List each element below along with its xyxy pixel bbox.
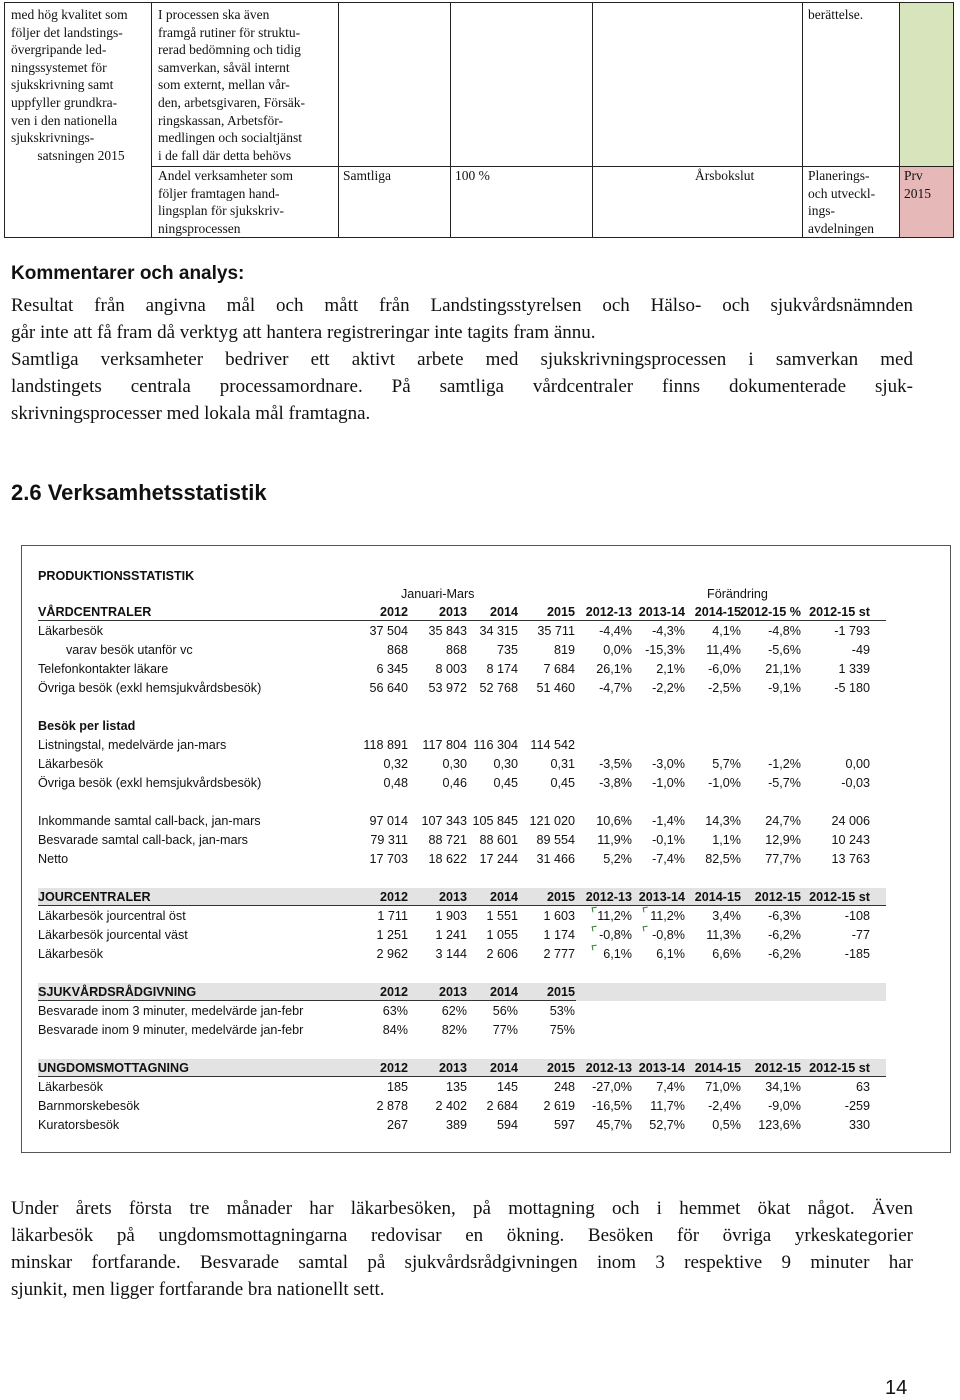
jc-header-value: 2014	[489, 890, 518, 904]
callback-row-value: 12,9%	[765, 833, 801, 847]
responsible-cell: Planerings- och utveckl- ings- avdelningen	[808, 168, 876, 236]
listed-row-value: 0,30	[493, 757, 518, 771]
um-row-value: 145	[496, 1080, 518, 1094]
sr-row-value: 63%	[382, 1004, 408, 1018]
callback-row-value: 10 243	[831, 833, 870, 847]
listed-row-value: -3,8%	[599, 776, 632, 790]
vc-row-value: 8 003	[435, 662, 467, 676]
cell-comment-marker	[643, 907, 649, 913]
comments-heading: Kommentarer och analys:	[11, 263, 245, 284]
callback-row-value: 82,5%	[705, 852, 741, 866]
jc-row-label: Läkarbesök jourcentral öst	[38, 909, 186, 923]
vc-row-value: 56 640	[369, 681, 408, 695]
sr-row-value: 56%	[492, 1004, 518, 1018]
jc-row-value: -6,3%	[768, 909, 801, 923]
jc-row-value: -0,8%	[599, 928, 632, 942]
um-row-value: 389	[445, 1118, 467, 1132]
status-color-green	[900, 3, 953, 166]
um-header-value: 2012-15	[754, 1061, 801, 1075]
header-underline	[38, 1076, 886, 1077]
listed-row-value: -3,0%	[652, 757, 685, 771]
vc-header-value: 2012-13	[585, 605, 632, 619]
listed-row-label: Läkarbesök	[38, 757, 104, 771]
listed-row-value: -3,5%	[599, 757, 632, 771]
um-header-value: 2014	[489, 1061, 518, 1075]
jc-row-value: -185	[844, 947, 870, 961]
vc-row-value: -4,3%	[652, 624, 685, 638]
vc-row-value: -49	[851, 643, 870, 657]
summary-paragraph: Under årets första tre månader har läkarbesöken, på mottagning och i hemmet ökat något. Även läkarbesök på ungdomsmottagningarna redovisar en ökning. Besöken för övriga yrkeskategorier minskar fortfarande. Besvarade samtal på sjukvårdsrådgivningen inom 3 respektive 9 minuter har sjunkit, men ligger fortfarande bra nationellt sett.	[11, 1198, 913, 1300]
jc-row-value: 1 251	[376, 928, 408, 942]
callback-row-value: -0,1%	[652, 833, 685, 847]
jc-row-value: -6,2%	[768, 928, 801, 942]
jc-row-value: 11,3%	[706, 928, 741, 942]
vc-row-value: 6 345	[376, 662, 408, 676]
production-statistics-table	[21, 545, 951, 1153]
jc-header-value: 2012	[379, 890, 408, 904]
um-row-value: 71,0%	[705, 1080, 741, 1094]
um-row-value: 45,7%	[596, 1118, 632, 1132]
vc-row-value: -5 180	[834, 681, 870, 695]
listed-row-value: -1,2%	[768, 757, 801, 771]
callback-row-label: Inkommande samtal call-back, jan-mars	[38, 814, 261, 828]
jc-row-value: 2 606	[486, 947, 518, 961]
vc-header-value: 2012-15 st	[809, 605, 870, 619]
vc-row-value: 8 174	[486, 662, 518, 676]
callback-row-value: 97 014	[369, 814, 408, 828]
jc-row-value: 3,4%	[712, 909, 741, 923]
um-row-value: 594	[496, 1118, 518, 1132]
callback-row-value: 88 721	[428, 833, 467, 847]
um-row-value: 2 684	[486, 1099, 518, 1113]
vc-header-value: 2013	[438, 605, 467, 619]
sr-header-value: 2014	[489, 985, 518, 999]
um-row-label: Kuratorsbesök	[38, 1118, 120, 1132]
jc-row-value: 2 962	[376, 947, 408, 961]
header-underline	[38, 620, 886, 621]
um-row-value: 185	[386, 1080, 408, 1094]
vc-row-value: 35 711	[537, 624, 575, 638]
vc-header-value: 2012	[379, 605, 408, 619]
listed-row-label: Övriga besök (exkl hemsjukvårdsbesök)	[38, 776, 262, 790]
jc-header-value: 2012-15	[754, 890, 801, 904]
um-header-value: 2013	[438, 1061, 467, 1075]
um-header-value: 2012-15 st	[809, 1061, 870, 1075]
callback-row-label: Netto	[38, 852, 69, 866]
stats-title: PRODUKTIONSSTATISTIK	[38, 569, 195, 583]
um-header-value: 2012	[379, 1061, 408, 1075]
callback-row-value: 79 311	[370, 833, 408, 847]
vc-row-value: 11,4%	[706, 643, 741, 657]
section-heading: 2.6 Verksamhetsstatistik	[11, 480, 267, 505]
vc-row-value: -4,7%	[599, 681, 632, 695]
sr-header-value: 2013	[438, 985, 467, 999]
sr-row-value: 77%	[492, 1023, 518, 1037]
um-row-value: 52,7%	[649, 1118, 685, 1132]
vc-row-value: -9,1%	[768, 681, 801, 695]
jc-row-value: 1 241	[435, 928, 467, 942]
um-row-value: 123,6%	[758, 1118, 801, 1132]
listed-row-value: 0,00	[845, 757, 870, 771]
callback-row-value: 31 466	[536, 852, 575, 866]
callback-row-value: -7,4%	[652, 852, 685, 866]
vc-row-value: 35 843	[428, 624, 467, 638]
um-row-value: 2 619	[543, 1099, 575, 1113]
jc-row-value: 6,1%	[603, 947, 632, 961]
jc-row-value: 6,1%	[656, 947, 685, 961]
jc-header-value: 2012-13	[585, 890, 632, 904]
vc-row-value: 26,1%	[596, 662, 632, 676]
target-cell: 100 %	[455, 168, 490, 183]
goal-description: med hög kvalitet som följer det landstings- övergripande led- ningssystemet för sjukskrivning samt uppfyller grundkra- ven i den nationella sjukskrivnings- satsningen 2015	[11, 7, 128, 163]
vc-row-value: -2,5%	[708, 681, 741, 695]
um-row-value: 0,5%	[712, 1118, 741, 1132]
um-row-value: 248	[553, 1080, 575, 1094]
jc-row-value: -108	[844, 909, 870, 923]
vc-row-value: 1 339	[838, 662, 870, 676]
um-row-value: -2,4%	[708, 1099, 741, 1113]
callback-row-value: 89 554	[536, 833, 575, 847]
jc-row-value: 1 711	[377, 909, 408, 923]
group-header-change: Förändring	[707, 587, 768, 601]
um-header-value: 2012-13	[585, 1061, 632, 1075]
callback-row-value: 121 020	[529, 814, 575, 828]
vc-row-value: 868	[445, 643, 467, 657]
cell-comment-marker	[592, 945, 598, 951]
callback-row-value: 1,1%	[712, 833, 741, 847]
listed-row-value: -0,03	[841, 776, 870, 790]
listed-row-value: 0,31	[550, 757, 575, 771]
page-number: 14	[885, 1377, 908, 1399]
callback-row-label: Besvarade samtal call-back, jan-mars	[38, 833, 248, 847]
jc-row-value: 3 144	[435, 947, 467, 961]
listed-row-value: 0,45	[493, 776, 518, 790]
jc-row-value: 11,2%	[597, 909, 632, 923]
um-row-value: -16,5%	[592, 1099, 632, 1113]
sr-row-value: 84%	[382, 1023, 408, 1037]
vc-row-value: 735	[496, 643, 518, 657]
vc-row-value: 4,1%	[712, 624, 741, 638]
um-row-value: 597	[553, 1118, 575, 1132]
callback-row-value: 10,6%	[596, 814, 632, 828]
cell-comment-marker	[592, 926, 598, 932]
jc-header-label: JOURCENTRALER	[38, 890, 151, 904]
um-row-value: 2 402	[435, 1099, 467, 1113]
sr-row-value: 62%	[441, 1004, 467, 1018]
source-cell: Årsbokslut	[695, 168, 755, 183]
vc-header-value: 2013-14	[638, 605, 685, 619]
listed-row-value: 116 304	[473, 738, 518, 752]
callback-row-value: 17 703	[369, 852, 408, 866]
jc-row-label: Läkarbesök jourcental väst	[38, 928, 188, 942]
jc-row-value: -77	[851, 928, 870, 942]
jc-row-value: 6,6%	[712, 947, 741, 961]
vc-row-value: -2,2%	[652, 681, 685, 695]
callback-row-value: 24 006	[831, 814, 870, 828]
vc-row-value: 0,0%	[603, 643, 632, 657]
listed-row-value: 0,32	[383, 757, 408, 771]
um-header-label: UNGDOMSMOTTAGNING	[38, 1061, 189, 1075]
callback-row-value: 18 622	[428, 852, 467, 866]
jc-row-value: 2 777	[543, 947, 575, 961]
vc-row-value: -4,8%	[768, 624, 801, 638]
vc-header-value: 2014-15	[694, 605, 741, 619]
callback-row-value: 14,3%	[705, 814, 741, 828]
vc-row-label: Läkarbesök	[38, 624, 104, 638]
jc-header-value: 2013-14	[638, 890, 685, 904]
vc-row-value: 37 504	[369, 624, 408, 638]
listed-row-value: 117 804	[422, 738, 467, 752]
listed-row-value: 0,46	[442, 776, 467, 790]
um-row-label: Barnmorskebesök	[38, 1099, 140, 1113]
jc-header-value: 2012-15 st	[809, 890, 870, 904]
vc-header-value: 2012-15 %	[740, 605, 801, 619]
um-row-value: 11,7%	[650, 1099, 685, 1113]
um-row-value: 34,1%	[765, 1080, 801, 1094]
listed-row-value: -1,0%	[652, 776, 685, 790]
callback-row-value: 107 343	[421, 814, 467, 828]
um-row-value: 330	[848, 1118, 870, 1132]
vc-header-value: 2014	[489, 605, 518, 619]
listed-row-value: 114 542	[530, 738, 575, 752]
process-description: I processen ska även framgå rutiner för struktu- rerad bedömning och tidig samverkan, såväl internt som externt, mellan vår- den, arbetsgivaren, Försäk- ringskassan, Arbetsför- medlingen och socialtjänst i de fall där detta behövs	[158, 7, 305, 163]
listed-row-value: -1,0%	[708, 776, 741, 790]
jc-row-value: -6,2%	[768, 947, 801, 961]
um-header-value: 2014-15	[694, 1061, 741, 1075]
jc-header-value: 2014-15	[694, 890, 741, 904]
cell-comment-marker	[592, 907, 598, 913]
jc-row-label: Läkarbesök	[38, 947, 104, 961]
vc-row-value: 51 460	[536, 681, 575, 695]
vc-header-label: VÅRDCENTRALER	[38, 605, 152, 619]
indicator-description: Andel verksamheter som följer framtagen hand- lingsplan för sjukskriv- ningsprocessen	[158, 168, 293, 236]
jc-row-value: 1 055	[486, 928, 518, 942]
jc-header-value: 2015	[546, 890, 575, 904]
comments-paragraph: Resultat från angivna mål och mått från Landstingsstyrelsen och Hälso- och sjukvårdsnämnden går inte att få fram då verktyg att hantera registreringar inte tagits fram ännu. Samtliga verksamheter bedriver ett aktivt arbete med sjukskrivningsprocessen i samverkan med landstingets centrala processamordnare. På samtliga vårdcentraler finns dokumenterade sjuk- skrivningsprocesser med lokala mål framtagna.	[11, 295, 913, 424]
callback-row-value: 17 244	[479, 852, 518, 866]
jc-row-value: 1 903	[435, 909, 467, 923]
goal-table	[4, 2, 954, 238]
listed-row-value: 0,45	[550, 776, 575, 790]
vc-row-value: 2,1%	[656, 662, 685, 676]
callback-row-value: -1,4%	[652, 814, 685, 828]
vc-row-value: -1 793	[834, 624, 870, 638]
sr-row-value: 75%	[549, 1023, 575, 1037]
sr-row-value: 53%	[549, 1004, 575, 1018]
vc-row-label: Övriga besök (exkl hemsjukvårdsbesök)	[38, 681, 262, 695]
vc-row-value: -15,3%	[645, 643, 685, 657]
um-row-value: 135	[445, 1080, 467, 1094]
status-flag: Prv 2015	[904, 168, 931, 201]
report-note: berättelse.	[808, 7, 864, 22]
header-underline	[38, 905, 886, 906]
callback-row-value: 24,7%	[765, 814, 801, 828]
vc-row-value: 21,1%	[765, 662, 801, 676]
vc-row-value: 7 684	[543, 662, 575, 676]
vc-row-label: Telefonkontakter läkare	[38, 662, 169, 676]
vc-row-value: 34 315	[479, 624, 518, 638]
um-row-value: 63	[855, 1080, 870, 1094]
sr-row-label: Besvarade inom 3 minuter, medelvärde jan-febr	[38, 1004, 304, 1018]
sr-row-value: 82%	[441, 1023, 467, 1037]
listed-title: Besök per listad	[38, 719, 136, 733]
um-row-value: -259	[844, 1099, 870, 1113]
um-row-value: 7,4%	[656, 1080, 685, 1094]
callback-row-value: 11,9%	[597, 833, 632, 847]
callback-row-value: 13 763	[831, 852, 870, 866]
um-row-value: 2 878	[376, 1099, 408, 1113]
jc-row-value: -0,8%	[652, 928, 685, 942]
cell-comment-marker	[643, 926, 649, 932]
callback-row-value: 77,7%	[765, 852, 801, 866]
callback-row-value: 105 845	[472, 814, 518, 828]
header-underline	[38, 1000, 576, 1001]
vc-row-value: -4,4%	[599, 624, 632, 638]
um-header-value: 2013-14	[638, 1061, 685, 1075]
listed-row-value: 5,7%	[712, 757, 741, 771]
jc-row-value: 1 174	[543, 928, 575, 942]
listed-row-value: 0,30	[442, 757, 467, 771]
um-row-value: -27,0%	[592, 1080, 632, 1094]
jc-row-value: 1 603	[543, 909, 575, 923]
um-row-label: Läkarbesök	[38, 1080, 104, 1094]
sr-header-value: 2015	[546, 985, 575, 999]
sr-header-label: SJUKVÅRDSRÅDGIVNING	[38, 985, 197, 999]
listed-row-value: 118 891	[363, 738, 408, 752]
um-row-value: -9,0%	[768, 1099, 801, 1113]
um-header-value: 2015	[546, 1061, 575, 1075]
listed-row-value: 0,48	[383, 776, 408, 790]
jc-row-value: 11,2%	[650, 909, 685, 923]
jc-row-value: 1 551	[486, 909, 518, 923]
vc-row-value: 868	[386, 643, 408, 657]
sr-header-value: 2012	[379, 985, 408, 999]
vc-row-value: -5,6%	[768, 643, 801, 657]
listed-row-value: -5,7%	[768, 776, 801, 790]
callback-row-value: 5,2%	[603, 852, 632, 866]
callback-row-value: 88 601	[479, 833, 518, 847]
vc-row-value: 819	[553, 643, 575, 657]
group-header-period: Januari-Mars	[401, 587, 475, 601]
vc-row-value: 52 768	[479, 681, 518, 695]
listed-row-label: Listningstal, medelvärde jan-mars	[38, 738, 227, 752]
um-row-value: 267	[386, 1118, 408, 1132]
vc-row-label: varav besök utanför vc	[66, 643, 193, 657]
jc-header-value: 2013	[438, 890, 467, 904]
scope-cell: Samtliga	[343, 168, 391, 183]
vc-row-value: -6,0%	[708, 662, 741, 676]
sr-row-label: Besvarade inom 9 minuter, medelvärde jan-febr	[38, 1023, 304, 1037]
vc-header-value: 2015	[546, 605, 575, 619]
vc-row-value: 53 972	[428, 681, 467, 695]
